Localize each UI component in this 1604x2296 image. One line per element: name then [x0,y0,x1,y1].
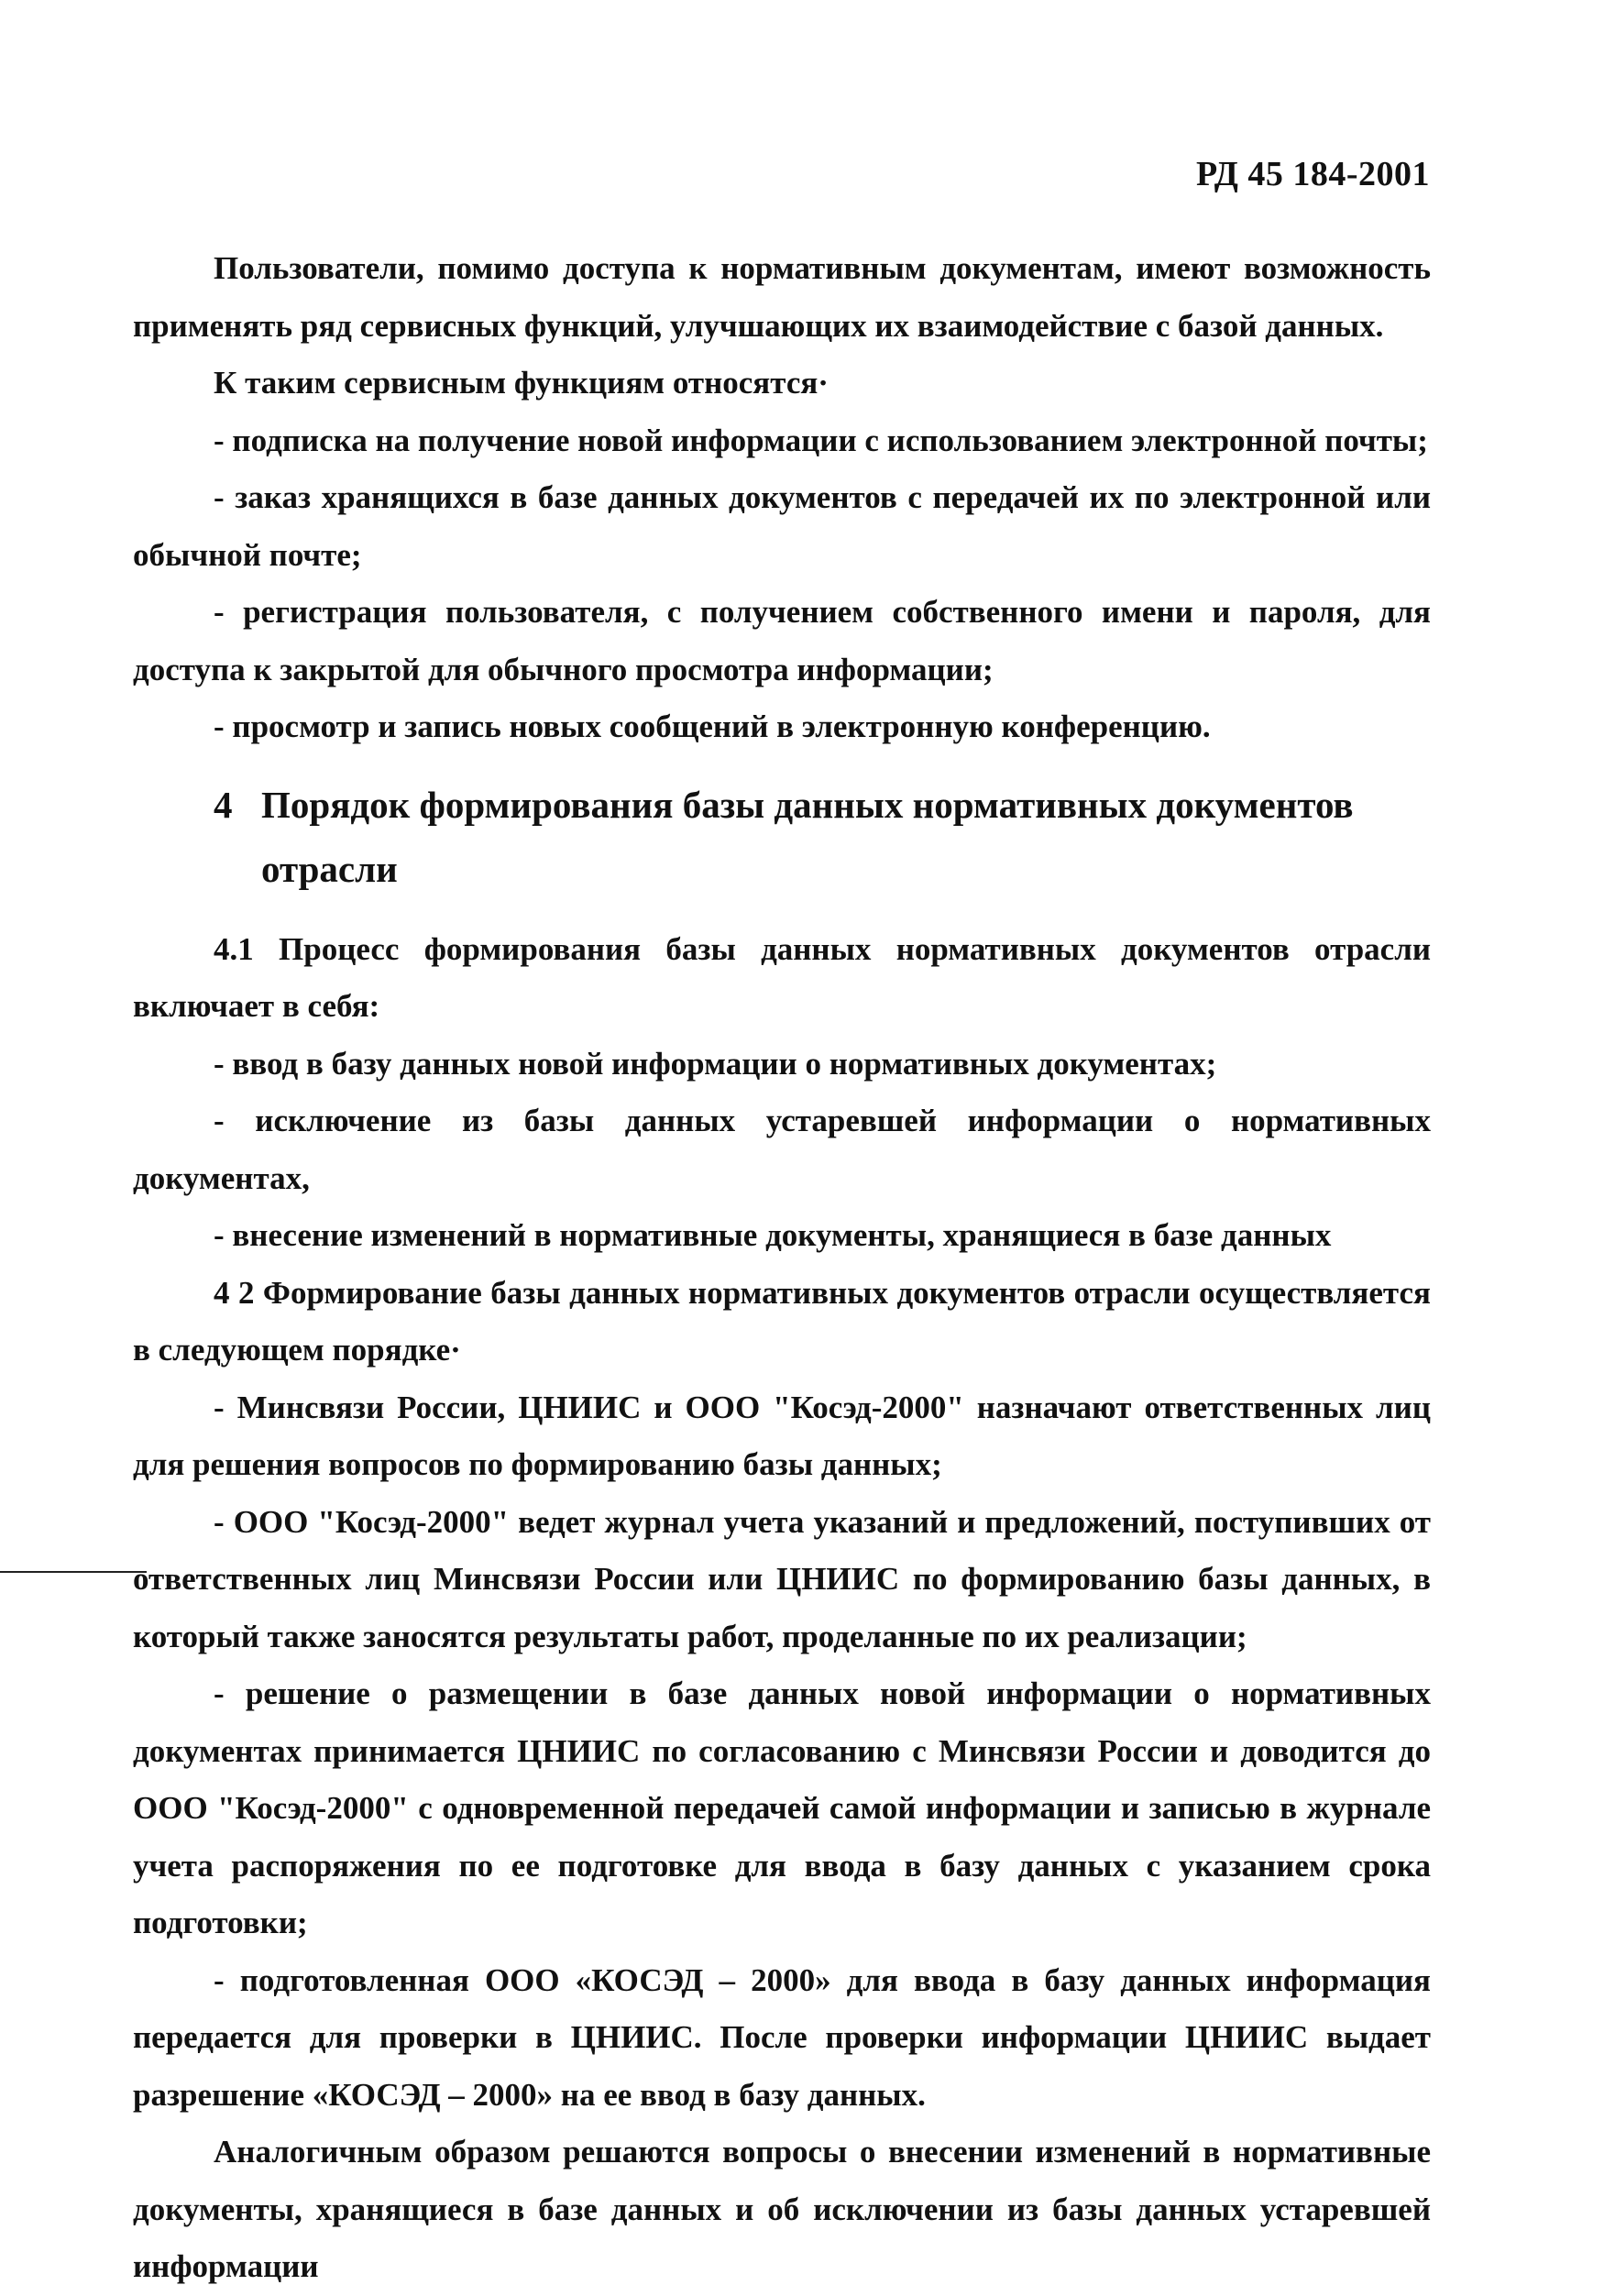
list-item: - Минсвязи России, ЦНИИС и ООО "Косэд-2000" назначают ответственных лиц для решения вопросов по формированию базы данных; [133,1389,1431,1482]
document-code: РД 45 184-2001 [1196,155,1430,193]
page-body [133,240,1431,2296]
list-item: - исключение из базы данных устаревшей информации о нормативных документах, [133,1103,1431,1196]
list-item: - ввод в базу данных новой информации о нормативных документах; [214,1045,1217,1082]
section-heading [133,773,1431,901]
paragraph: 4.1 Процесс формирования базы данных нормативных документов отрасли включает в себя: [133,930,1431,1024]
paragraph: 4 2 Формирование базы данных нормативных документов отрасли осуществляется в следующем порядке· [133,1274,1431,1368]
list-item: - внесение изменений в нормативные документы, хранящиеся в базе данных [214,1217,1332,1253]
list-item: - регистрация пользователя, с получением собственного имени и пароля, для доступа к закрытой для обычного просмотра информации; [133,594,1431,687]
list-item: - решение о размещении в базе данных новой информации о нормативных документах принимается ЦНИИС по согласованию с Минсвязи России и доводится до ООО "Косэд-2000" с одновременной передачей самой информации и записью в журнале учета распоряжения по ее подготовке для ввода в базу данных с указанием срока подготовки; [133,1675,1431,1940]
margin-rule [0,1571,147,1573]
list-item: - подготовленная ООО «КОСЭД – 2000» для ввода в базу данных информация передается для проверки в ЦНИИС. После проверки информации ЦНИИС выдает разрешение «КОСЭД – 2000» на ее ввод в базу данных. [133,1961,1431,2113]
list-item: - подписка на получение новой информации с использованием электронной почты; [214,422,1428,458]
paragraph: Аналогичным образом решаются вопросы о внесении изменений в нормативные документы, хранящиеся в базе данных и об исключении из базы данных устаревшей информации [133,2134,1431,2284]
paragraph: К таким сервисным функциям относятся· [214,365,829,401]
section-number: 4 [214,783,233,826]
list-item: - просмотр и запись новых сообщений в электронную конференцию. [214,709,1211,744]
list-item: - ООО "Косэд-2000" ведет журнал учета указаний и предложений, поступивших от ответственных лиц Минсвязи России или ЦНИИС по формированию базы данных, в который также заносятся результаты работ, проделанные по их реализации; [133,1503,1431,1654]
list-item: - заказ хранящихся в базе данных документов с передачей их по электронной или обычной почте; [133,479,1431,573]
section-title: Порядок формирования базы данных нормативных документов отрасли [261,783,1354,890]
paragraph: Пользователи, помимо доступа к нормативным документам, имеют возможность применять ряд сервисных функций, улучшающих их взаимодействие с базой данных. [133,250,1431,344]
